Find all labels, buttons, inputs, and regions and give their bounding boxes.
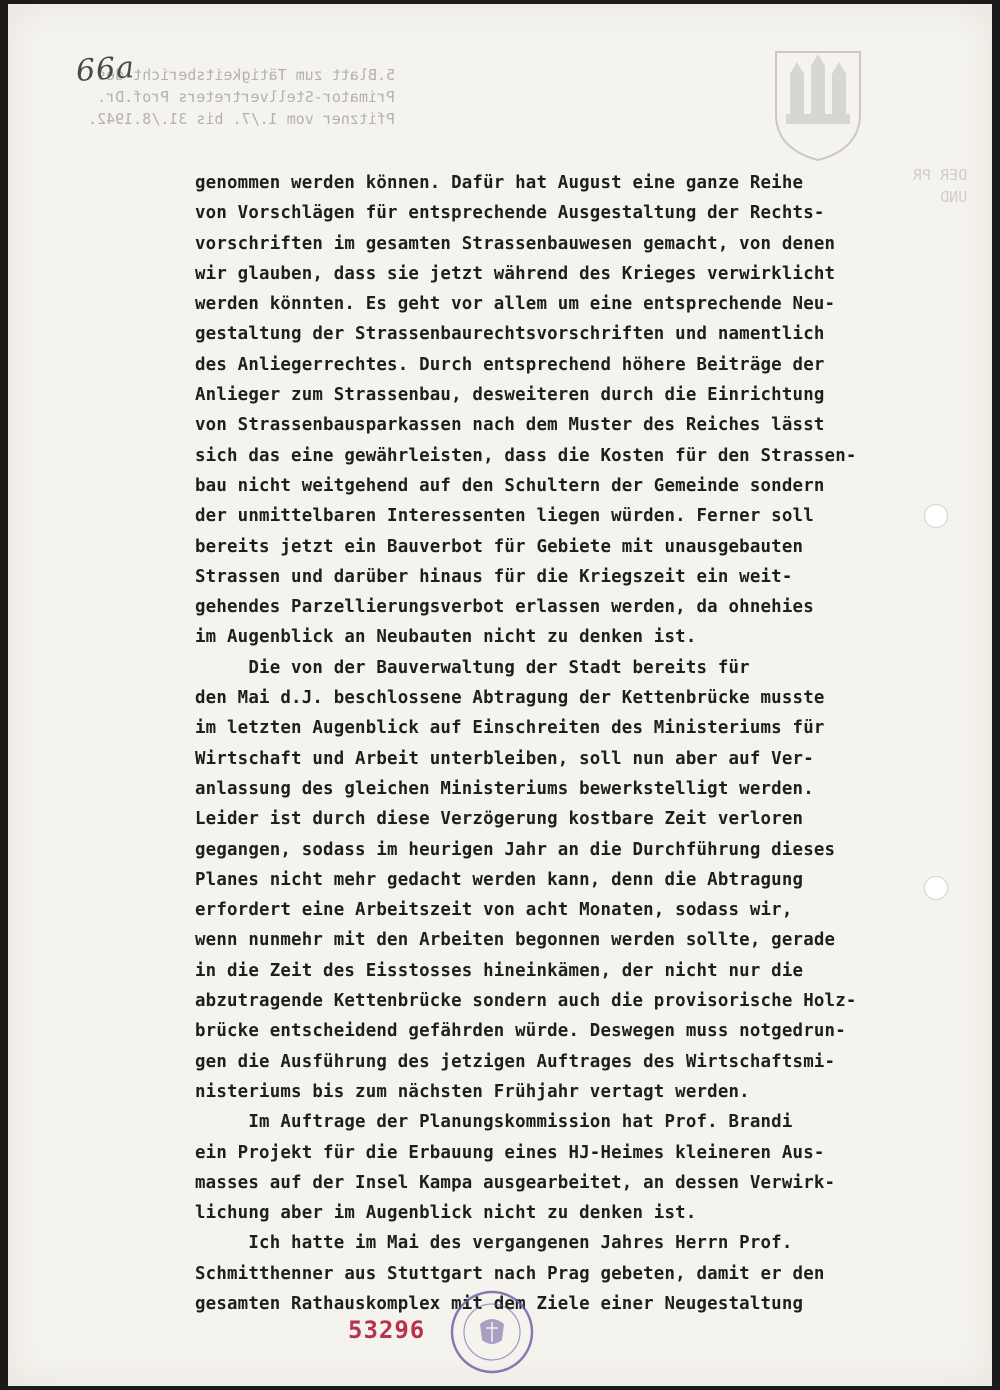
body-line: des Anliegerrechtes. Durch entsprechend höhere Beiträge der bbox=[195, 354, 825, 375]
body-line: wenn nunmehr mit den Arbeiten begonnen werden sollte, gerade bbox=[195, 930, 836, 951]
header-ref-line: 5.Blatt zum Tätigkeitsbericht des bbox=[97, 66, 396, 84]
body-line: Im Auftrage der Planungskommission hat Prof. Brandi bbox=[195, 1112, 793, 1133]
body-line: brücke entscheidend gefährden würde. Deswegen muss notgedrun- bbox=[195, 1021, 846, 1042]
body-text bbox=[195, 168, 975, 1319]
body-line: im letzten Augenblick auf Einschreiten des Ministeriums für bbox=[195, 718, 825, 739]
body-line: vorschriften im gesamten Strassenbauwesen gemacht, von denen bbox=[195, 233, 836, 254]
body-line: Strassen und darüber hinaus für die Kriegszeit ein weit- bbox=[195, 566, 793, 587]
document-page bbox=[8, 4, 992, 1386]
archive-stamp-number: 53296 bbox=[348, 1316, 426, 1344]
header-ref-line: Primator-Stellvertreters Prof.Dr. bbox=[97, 88, 396, 106]
body-line: ein Projekt für die Erbauung eines HJ-Heimes kleineren Aus- bbox=[195, 1142, 825, 1163]
body-line: erfordert eine Arbeitszeit von acht Monaten, sodass wir, bbox=[195, 900, 793, 921]
body-line: Leider ist durch diese Verzögerung kostbare Zeit verloren bbox=[195, 809, 804, 830]
body-line: Schmitthenner aus Stuttgart nach Prag gebeten, damit er den bbox=[195, 1263, 825, 1284]
body-line: Anlieger zum Strassenbau, desweiteren durch die Einrichtung bbox=[195, 385, 825, 406]
body-line: abzutragende Kettenbrücke sondern auch die provisorische Holz- bbox=[195, 991, 857, 1012]
body-line: Wirtschaft und Arbeit unterbleiben, soll nun aber auf Ver- bbox=[195, 748, 814, 769]
body-line: bereits jetzt ein Bauverbot für Gebiete mit unausgebauten bbox=[195, 536, 804, 557]
body-line: gesamten Rathauskomplex mit dem Ziele einer Neugestaltung bbox=[195, 1293, 804, 1314]
body-line: wir glauben, dass sie jetzt während des Krieges verwirklicht bbox=[195, 263, 836, 284]
body-line: sich das eine gewährleisten, dass die Kosten für den Strassen- bbox=[195, 445, 857, 466]
header-ref-line: Pfitzner vom 1./7. bis 31./8.1942. bbox=[88, 110, 396, 128]
body-line: nisteriums bis zum nächsten Frühjahr vertagt werden. bbox=[195, 1081, 750, 1102]
punch-hole-top bbox=[924, 504, 948, 528]
body-line: masses auf der Insel Kampa ausgearbeitet, an dessen Verwirk- bbox=[195, 1172, 836, 1193]
body-line: Die von der Bauverwaltung der Stadt bereits für bbox=[195, 657, 750, 678]
body-line: genommen werden können. Dafür hat August eine ganze Reihe bbox=[195, 173, 804, 193]
body-line: von Vorschlägen für entsprechende Ausgestaltung der Rechts- bbox=[195, 203, 825, 224]
body-line: Ich hatte im Mai des vergangenen Jahres Herrn Prof. bbox=[195, 1233, 793, 1254]
body-line: den Mai d.J. beschlossene Abtragung der Kettenbrücke musste bbox=[195, 688, 825, 709]
body-line: im Augenblick an Neubauten nicht zu denken ist. bbox=[195, 627, 697, 648]
ghost-corner-line: UND bbox=[940, 188, 968, 206]
body-line: lichung aber im Augenblick nicht zu denken ist. bbox=[195, 1203, 697, 1224]
body-line: gehendes Parzellierungsverbot erlassen werden, da ohnehies bbox=[195, 597, 814, 618]
city-crest-icon bbox=[768, 44, 868, 164]
body-line: in die Zeit des Eisstosses hineinkämen, der nicht nur die bbox=[195, 960, 804, 981]
body-line: der unmittelbaren Interessenten liegen würden. Ferner soll bbox=[195, 506, 814, 527]
body-line: Planes nicht mehr gedacht werden kann, denn die Abtragung bbox=[195, 869, 804, 890]
body-line: gestaltung der Strassenbaurechtsvorschriften und namentlich bbox=[195, 324, 825, 345]
body-line: gegangen, sodass im heurigen Jahr an die Durchführung dieses bbox=[195, 839, 836, 860]
archive-seal-icon bbox=[446, 1286, 538, 1378]
folio-number: 66a bbox=[74, 49, 137, 90]
body-line: bau nicht weitgehend auf den Schultern der Gemeinde sondern bbox=[195, 475, 825, 496]
body-line: anlassung des gleichen Ministeriums bewerkstelligt werden. bbox=[195, 778, 814, 799]
ghost-corner-line: DER PR bbox=[913, 166, 968, 184]
body-line: von Strassenbausparkassen nach dem Muster des Reiches lässt bbox=[195, 415, 825, 436]
punch-hole-bottom bbox=[924, 876, 948, 900]
body-line: gen die Ausführung des jetzigen Auftrages des Wirtschaftsmi- bbox=[195, 1051, 836, 1072]
body-line: werden könnten. Es geht vor allem um eine entsprechende Neu- bbox=[195, 294, 836, 315]
